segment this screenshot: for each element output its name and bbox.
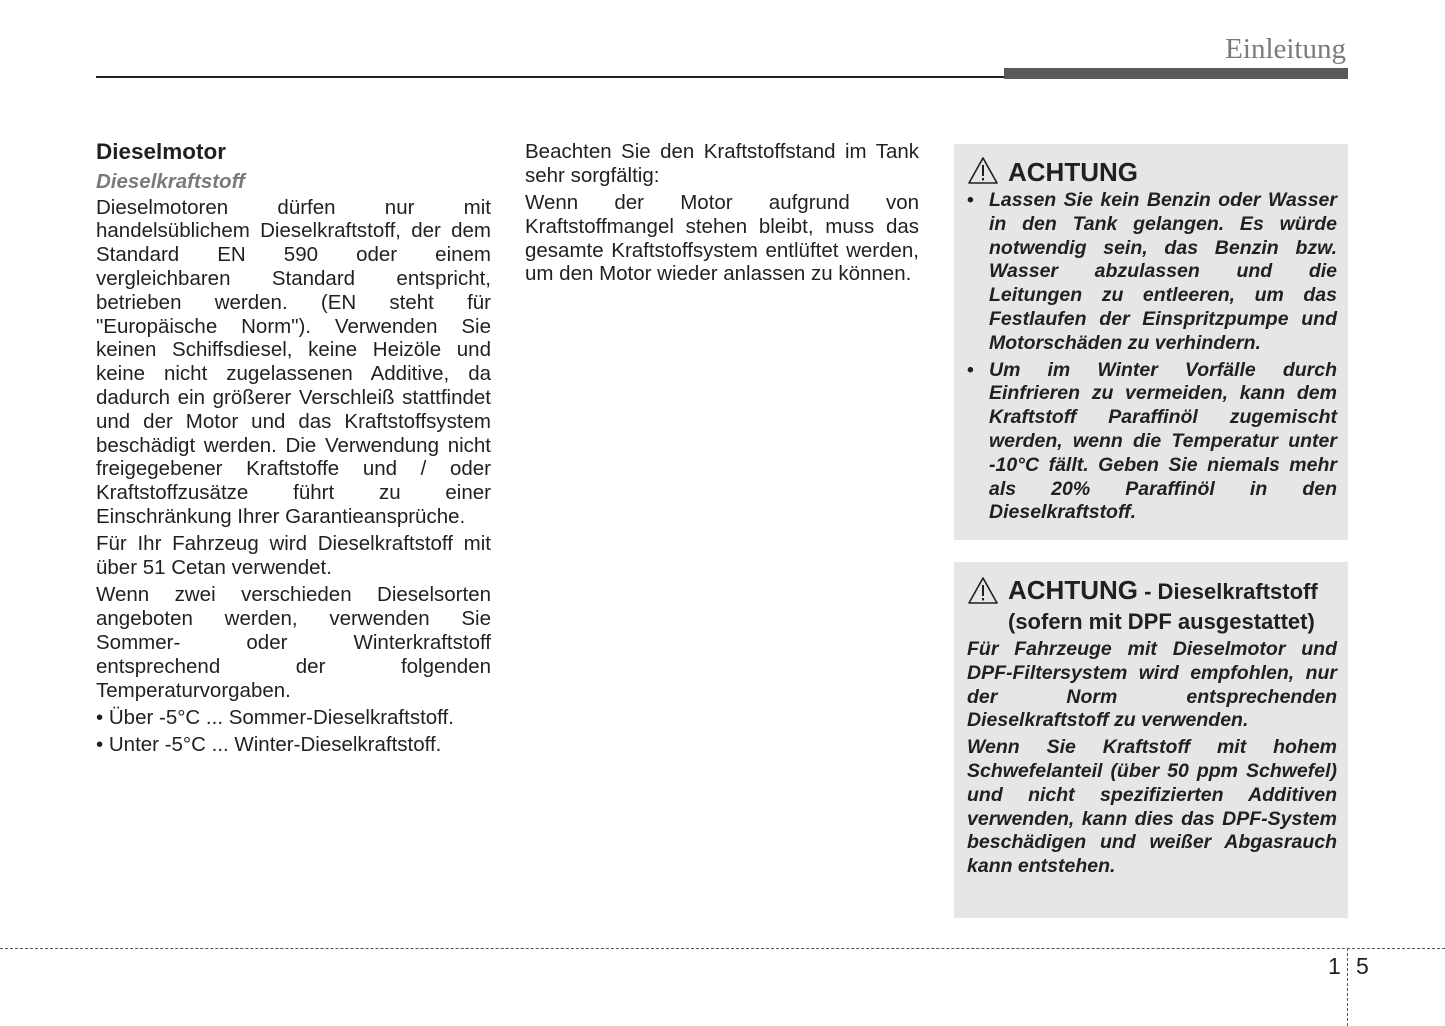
- warning-triangle-icon: [967, 576, 999, 605]
- warning-box-dpf: [954, 562, 1348, 918]
- page-header-title: Einleitung: [1225, 33, 1346, 65]
- warning-label: ACHTUNG: [1008, 575, 1138, 605]
- paragraph-fuel-level: Beachten Sie den Kraftstoffstand im Tank sehr sorgfältig:: [525, 140, 919, 187]
- page-number: 5: [1356, 953, 1369, 979]
- warning-subtitle-dpf: (sofern mit DPF ausgestattet): [1008, 609, 1315, 634]
- footer-dashed-rule: [0, 948, 1445, 949]
- paragraph-fuel-starvation: Wenn der Motor aufgrund von Kraftstoffmangel stehen bleibt, muss das gesamte Kraftstoffsystem entlüftet werden, um den Motor wieder anlassen zu können.: [525, 191, 919, 286]
- left-column: [96, 140, 491, 760]
- middle-column: [525, 140, 919, 290]
- warning-item-paraffin: • Um im Winter Vorfälle durch Einfrieren zu vermeiden, kann dem Kraftstoff Paraffinöl zugemischt werden, wenn die Temperatur unter -10°C fällt. Geben Sie niemals mehr als 20% Paraffinöl in den Dieselkraftstoff.: [967, 359, 1337, 526]
- warning-triangle-icon: [967, 156, 999, 185]
- subsection-heading: Dieselkraftstoff: [96, 169, 245, 193]
- paragraph-summer-winter: Wenn zwei verschieden Dieselsorten angeboten werden, verwenden Sie Sommer- oder Winterkraftstoff entsprechend der folgenden Temperaturvorgaben.: [96, 583, 491, 702]
- header-rule: [96, 76, 1004, 78]
- warning-para-sulfur: Wenn Sie Kraftstoff mit hohem Schwefelanteil (über 50 ppm Schwefel) und nicht spezifizierten Additiven verwenden, kann dies das DPF-System beschädigen und weißer Abgasrauch kann entstehen.: [967, 736, 1337, 878]
- paragraph-diesel-fuel-requirements: Dieselmotoren dürfen nur mit handelsüblichem Dieselkraftstoff, der dem Standard EN 590 oder einem vergleichbaren Standard entspricht, betrieben werden. (EN steht für "Europäische Norm"). Verwenden Sie keinen Schiffsdiesel, keine Heizöle und keine nicht zugelassenen Additive, da dadurch ein größerer Verschleiß stattfindet und der Motor und das Kraftstoffsystem beschädigt werden. Die Verwendung nicht freigegebener Kraftstoffe und / oder Kraftstoffzusätze führt zu einer Einschränkung Ihrer Garantieansprüche.: [96, 195, 491, 528]
- header-bar: [1004, 68, 1348, 79]
- paragraph-cetane: Für Ihr Fahrzeug wird Dieselkraftstoff mit über 51 Cetan verwendet.: [96, 532, 491, 580]
- warning-para-dpf-norm: Für Fahrzeuge mit Dieselmotor und DPF-Filtersystem wird empfohlen, nur der Norm entsprechenden Dieselkraftstoff zu verwenden.: [967, 638, 1337, 732]
- warning-subtitle: - Dieselkraftstoff: [1138, 579, 1318, 604]
- warning-item-no-petrol: • Lassen Sie kein Benzin oder Wasser in den Tank gelangen. Es würde notwendig sein, das Benzin bzw. Wasser abzulassen und die Leitungen zu entleeren, um das Festlaufen der Einspritzpumpe und Motorschäden zu verhindern.: [967, 189, 1337, 356]
- warning-box-fuel: [954, 144, 1348, 540]
- bullet-winter: • Unter -5°C ... Winter-Dieselkraftstoff.: [96, 733, 442, 757]
- footer-vertical-dashed-rule: [1347, 948, 1348, 1026]
- warning-label: ACHTUNG: [1008, 157, 1138, 187]
- bullet-summer: • Über -5°C ... Sommer-Dieselkraftstoff.: [96, 705, 454, 729]
- section-heading: Dieselmotor: [96, 139, 227, 164]
- chapter-number: 1: [1328, 953, 1341, 979]
